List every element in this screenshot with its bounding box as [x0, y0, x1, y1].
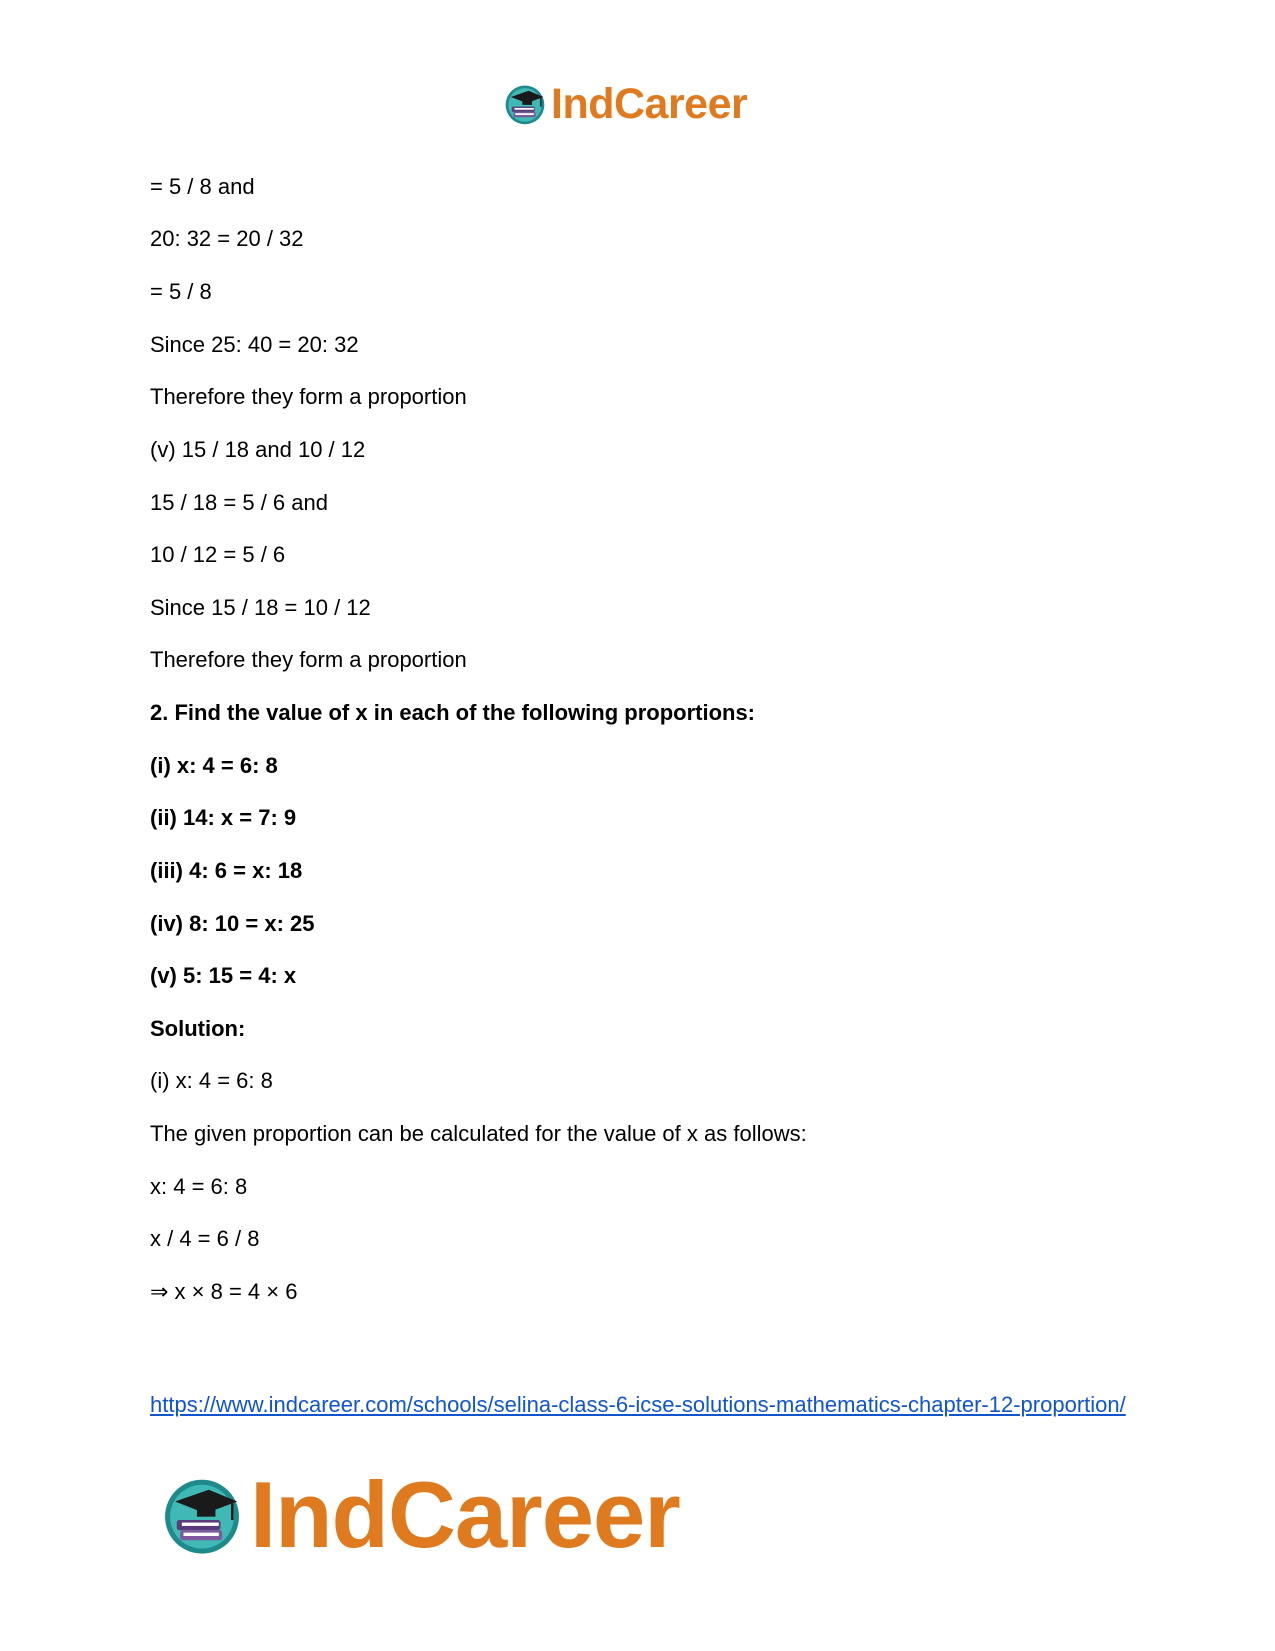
solution-heading: Solution:	[150, 1016, 246, 1041]
text-line: x / 4 = 6 / 8	[150, 1226, 260, 1251]
question-item: (i) x: 4 = 6: 8	[150, 753, 278, 778]
text-line: ⇒ x × 8 = 4 × 6	[150, 1279, 298, 1304]
text-line: Therefore they form a proportion	[150, 647, 467, 672]
question-item: (iii) 4: 6 = x: 18	[150, 858, 303, 883]
logo-wordmark: IndCareer	[551, 79, 748, 128]
text-line: 10 / 12 = 5 / 6	[150, 542, 286, 567]
text-line: The given proportion can be calculated for the value of x as follows:	[150, 1121, 807, 1146]
text-line: 20: 32 = 20 / 32	[150, 226, 304, 251]
text-line: (v) 15 / 18 and 10 / 12	[150, 437, 366, 462]
text-line: (i) x: 4 = 6: 8	[150, 1068, 273, 1093]
graduation-cap-books-icon	[503, 82, 547, 126]
text-line: Therefore they form a proportion	[150, 384, 467, 409]
graduation-cap-books-icon	[160, 1473, 244, 1557]
text-line: = 5 / 8 and	[150, 174, 255, 199]
question-item: (v) 5: 15 = 4: x	[150, 963, 297, 988]
text-line: Since 25: 40 = 20: 32	[150, 332, 359, 357]
question-item: (ii) 14: x = 7: 9	[150, 805, 297, 830]
header-logo	[503, 78, 747, 130]
text-line: = 5 / 8	[150, 279, 212, 304]
logo-wordmark: IndCareer	[250, 1462, 680, 1567]
question-heading: 2. Find the value of x in each of the following proportions:	[150, 700, 756, 725]
text-line: Since 15 / 18 = 10 / 12	[150, 595, 371, 620]
footer-logo	[160, 1462, 680, 1567]
source-link[interactable]: https://www.indcareer.com/schools/selina-class-6-icse-solutions-mathematics-chapter-12-proportion/	[150, 1392, 1126, 1417]
text-line: 15 / 18 = 5 / 6 and	[150, 490, 328, 515]
text-line: x: 4 = 6: 8	[150, 1174, 248, 1199]
question-item: (iv) 8: 10 = x: 25	[150, 911, 315, 936]
